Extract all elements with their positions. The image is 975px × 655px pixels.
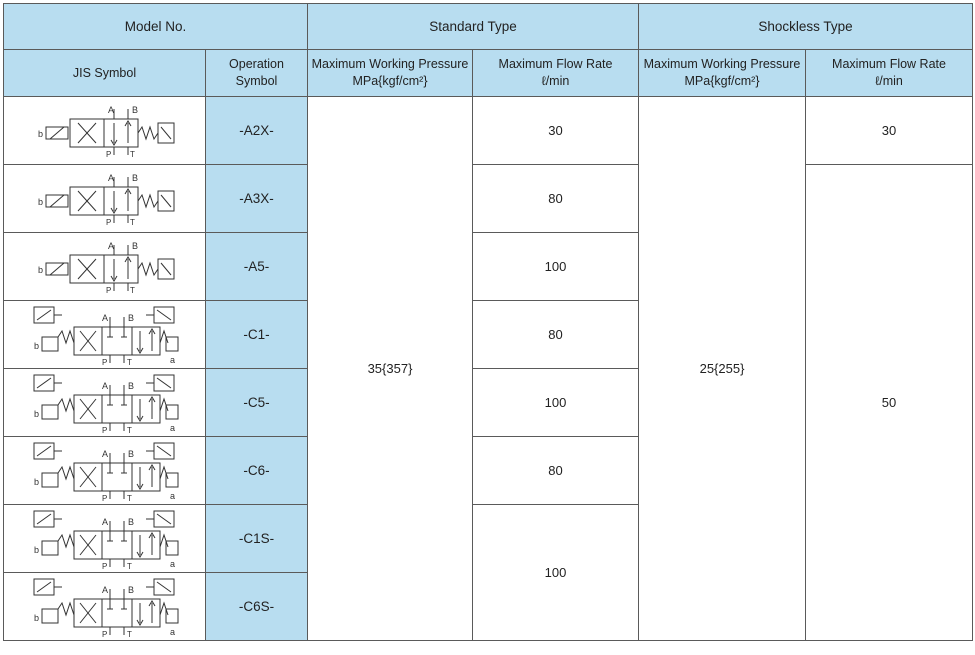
sl-pressure-header [639,50,806,97]
std-flow-header-line2: ℓ/min [541,74,570,88]
svg-text:B: B [131,172,138,183]
std-flow-value: 100 [473,369,639,437]
single-solenoid-valve-icon [4,103,205,159]
jis-symbol-cell [4,437,206,505]
double-solenoid-valve-icon [4,439,205,503]
standard-type-header: Standard Type [308,4,639,50]
svg-text:B: B [127,448,134,459]
std-flow-value: 80 [473,437,639,505]
valve-spec-table [3,3,973,641]
operation-symbol-cell: -C1- [206,301,308,369]
svg-text:T: T [126,629,132,639]
svg-text:b: b [37,264,43,275]
std-flow-header-line1: Maximum Flow Rate [498,57,613,71]
jis-symbol-cell [4,573,206,641]
svg-text:a: a [169,558,175,569]
svg-text:T: T [126,357,132,367]
jis-symbol-cell [4,369,206,437]
svg-text:B: B [127,584,134,595]
svg-text:T: T [126,561,132,571]
svg-text:P: P [105,285,111,295]
table-row [4,165,973,233]
svg-text:P: P [101,357,107,367]
svg-text:T: T [129,285,135,295]
svg-text:a: a [169,354,175,365]
sl-pressure-value: 25{255} [639,97,806,641]
operation-symbol-header [206,50,308,97]
jis-symbol-header: JIS Symbol [4,50,206,97]
sl-flow-header [806,50,973,97]
std-pressure-header-line2: MPa{kgf/cm²} [352,74,428,88]
std-flow-value: 100 [473,233,639,301]
operation-symbol-cell: -C6S- [206,573,308,641]
svg-text:A: A [101,584,108,595]
svg-text:b: b [33,340,39,351]
model-no-header: Model No. [4,4,308,50]
std-flow-value: 100 [473,505,639,641]
operation-symbol-cell: -A5- [206,233,308,301]
operation-symbol-cell: -C5- [206,369,308,437]
svg-text:a: a [169,626,175,637]
jis-symbol-cell [4,233,206,301]
double-solenoid-valve-icon [4,371,205,435]
svg-text:b: b [37,196,43,207]
single-solenoid-valve-icon [4,171,205,227]
svg-text:P: P [101,629,107,639]
jis-symbol-cell [4,165,206,233]
svg-text:B: B [127,516,134,527]
svg-text:A: A [101,516,108,527]
double-solenoid-valve-icon [4,303,205,367]
sl-flow-header-line1: Maximum Flow Rate [832,57,946,71]
svg-text:b: b [37,128,43,139]
std-flow-header [473,50,639,97]
operation-symbol-cell: -A3X- [206,165,308,233]
svg-text:B: B [131,240,138,251]
svg-text:B: B [127,312,134,323]
svg-text:T: T [126,493,132,503]
operation-symbol-header-line1: Operation [229,57,284,71]
svg-text:T: T [126,425,132,435]
svg-text:B: B [131,104,138,115]
std-pressure-header-line1: Maximum Working Pressure [311,57,469,71]
svg-text:b: b [33,612,39,623]
double-solenoid-valve-icon [4,507,205,571]
single-solenoid-valve-icon [4,239,205,295]
sl-flow-value: 30 [806,97,973,165]
svg-text:T: T [129,217,135,227]
svg-text:b: b [33,544,39,555]
sl-flow-header-line2: ℓ/min [875,74,903,88]
svg-text:A: A [107,172,114,183]
svg-text:A: A [101,312,108,323]
svg-text:P: P [105,217,111,227]
jis-symbol-cell [4,505,206,573]
svg-text:A: A [107,240,114,251]
std-flow-value: 80 [473,165,639,233]
svg-text:A: A [107,104,114,115]
table-row [4,97,973,165]
sl-pressure-header-line1: Maximum Working Pressure [643,57,801,71]
std-flow-value: 80 [473,301,639,369]
svg-text:T: T [129,149,135,159]
jis-symbol-cell [4,97,206,165]
double-solenoid-valve-icon [4,575,205,639]
svg-text:P: P [101,493,107,503]
svg-text:B: B [127,380,134,391]
svg-text:b: b [33,408,39,419]
shockless-type-header: Shockless Type [639,4,973,50]
std-pressure-value: 35{357} [308,97,473,641]
std-flow-value: 30 [473,97,639,165]
svg-text:P: P [105,149,111,159]
operation-symbol-cell: -A2X- [206,97,308,165]
svg-text:A: A [101,448,108,459]
svg-text:P: P [101,561,107,571]
sl-pressure-header-line2: MPa{kgf/cm²} [684,74,760,88]
svg-text:a: a [169,422,175,433]
operation-symbol-header-line2: Symbol [235,74,278,88]
svg-text:A: A [101,380,108,391]
operation-symbol-cell: -C1S- [206,505,308,573]
svg-text:b: b [33,476,39,487]
svg-text:a: a [169,490,175,501]
operation-symbol-cell: -C6- [206,437,308,505]
svg-text:P: P [101,425,107,435]
sl-flow-value: 50 [806,165,973,641]
std-pressure-header [308,50,473,97]
jis-symbol-cell [4,301,206,369]
